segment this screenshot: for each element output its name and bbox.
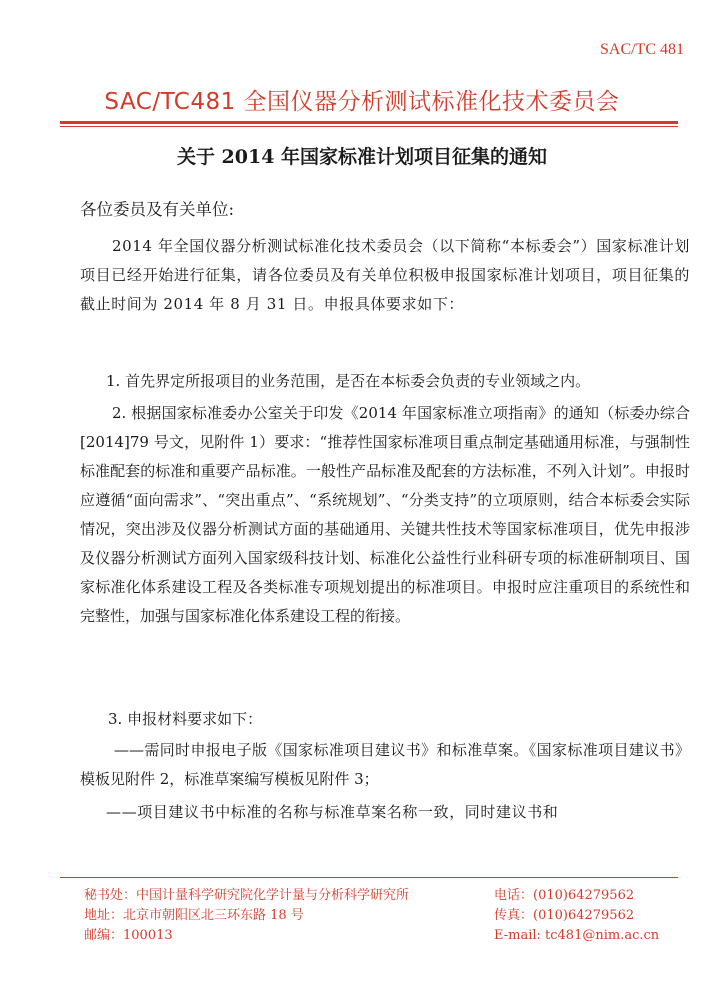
requirement-item-2: [80, 399, 690, 631]
footer-address: 地址：北京市朝阳区北三环东路 18 号: [84, 908, 304, 923]
footer-contact-left: [84, 886, 409, 946]
footer-contact-right: [494, 886, 659, 946]
paragraph-intro: [80, 232, 690, 319]
footer-fax: 传真：(010)64279562: [494, 908, 635, 923]
footer-secretariat: 秘书处：中国计量科学研究院化学计量与分析科学研究所: [84, 888, 410, 903]
footer-phone: 电话：(010)64279562: [494, 888, 635, 903]
letterhead-rule-thick: [60, 121, 678, 124]
requirement-item-2-text: 2. 根据国家标准委办公室关于印发《2014 年国家标准立项指南》的通知（标委办综合[2014]79 号文，见附件 1）要求：“推荐性国家标准项目重点制定基础通用标准，与强制性标准配套的标准和重要产品标准。一般性产品标准及配套的方法标准，不列入计划”。申报时应遵循“面向需求”、“突出重点”、“系统规划”、“分类支持”的立项原则，结合本标委会实际情况，突出涉及仪器分析测试方面的基础通用、关键共性技术等国家标准项目，优先申报涉及仪器分析测试方面列入国家级科技计划、标准化公益性行业科研专项的标准研制项目、国家标准化体系建设工程及各类标准专项规划提出的标准项目。申报时应注重项目的系统性和完整性，加强与国家标准化体系建设工程的衔接。: [80, 404, 690, 625]
material-requirement-2: [80, 798, 690, 827]
footer-rule: [60, 877, 678, 878]
material-requirement-1-text: ——需同时申报电子版《国家标准项目建议书》和标准草案。《国家标准项目建议书》模板见附件 2，标准草案编写模板见附件 3；: [80, 741, 690, 788]
material-requirement-1: [80, 736, 690, 794]
footer-email[interactable]: E-mail: tc481@nim.ac.cn: [494, 928, 660, 943]
letterhead-title: SAC/TC481 全国仪器分析测试标准化技术委员会: [104, 89, 620, 115]
committee-code: SAC/TC 481: [599, 41, 684, 58]
requirement-item-1: [80, 367, 690, 396]
requirement-item-1-text: 1. 首先界定所报项目的业务范围，是否在本标委会负责的专业领域之内。: [106, 372, 591, 390]
salutation: 各位委员及有关单位:: [80, 200, 235, 219]
material-requirement-2-text: ——项目建议书中标准的名称与标准草案名称一致，同时建议书和: [106, 803, 559, 821]
requirement-item-3-text: 3. 申报材料要求如下：: [108, 710, 263, 728]
paragraph-intro-text: 2014 年全国仪器分析测试标准化技术委员会（以下简称“本标委会”）国家标准计划项目已经开始进行征集，请各位委员及有关单位积极申报国家标准计划项目，项目征集的截止时间为 2014 年 8 月 31 日。申报具体要求如下：: [80, 237, 690, 313]
requirement-item-3: [80, 705, 690, 734]
notice-title: 关于 2014 年国家标准计划项目征集的通知: [176, 146, 548, 168]
letterhead-rule-thin: [60, 126, 678, 127]
footer-postcode: 邮编：100013: [84, 928, 173, 943]
